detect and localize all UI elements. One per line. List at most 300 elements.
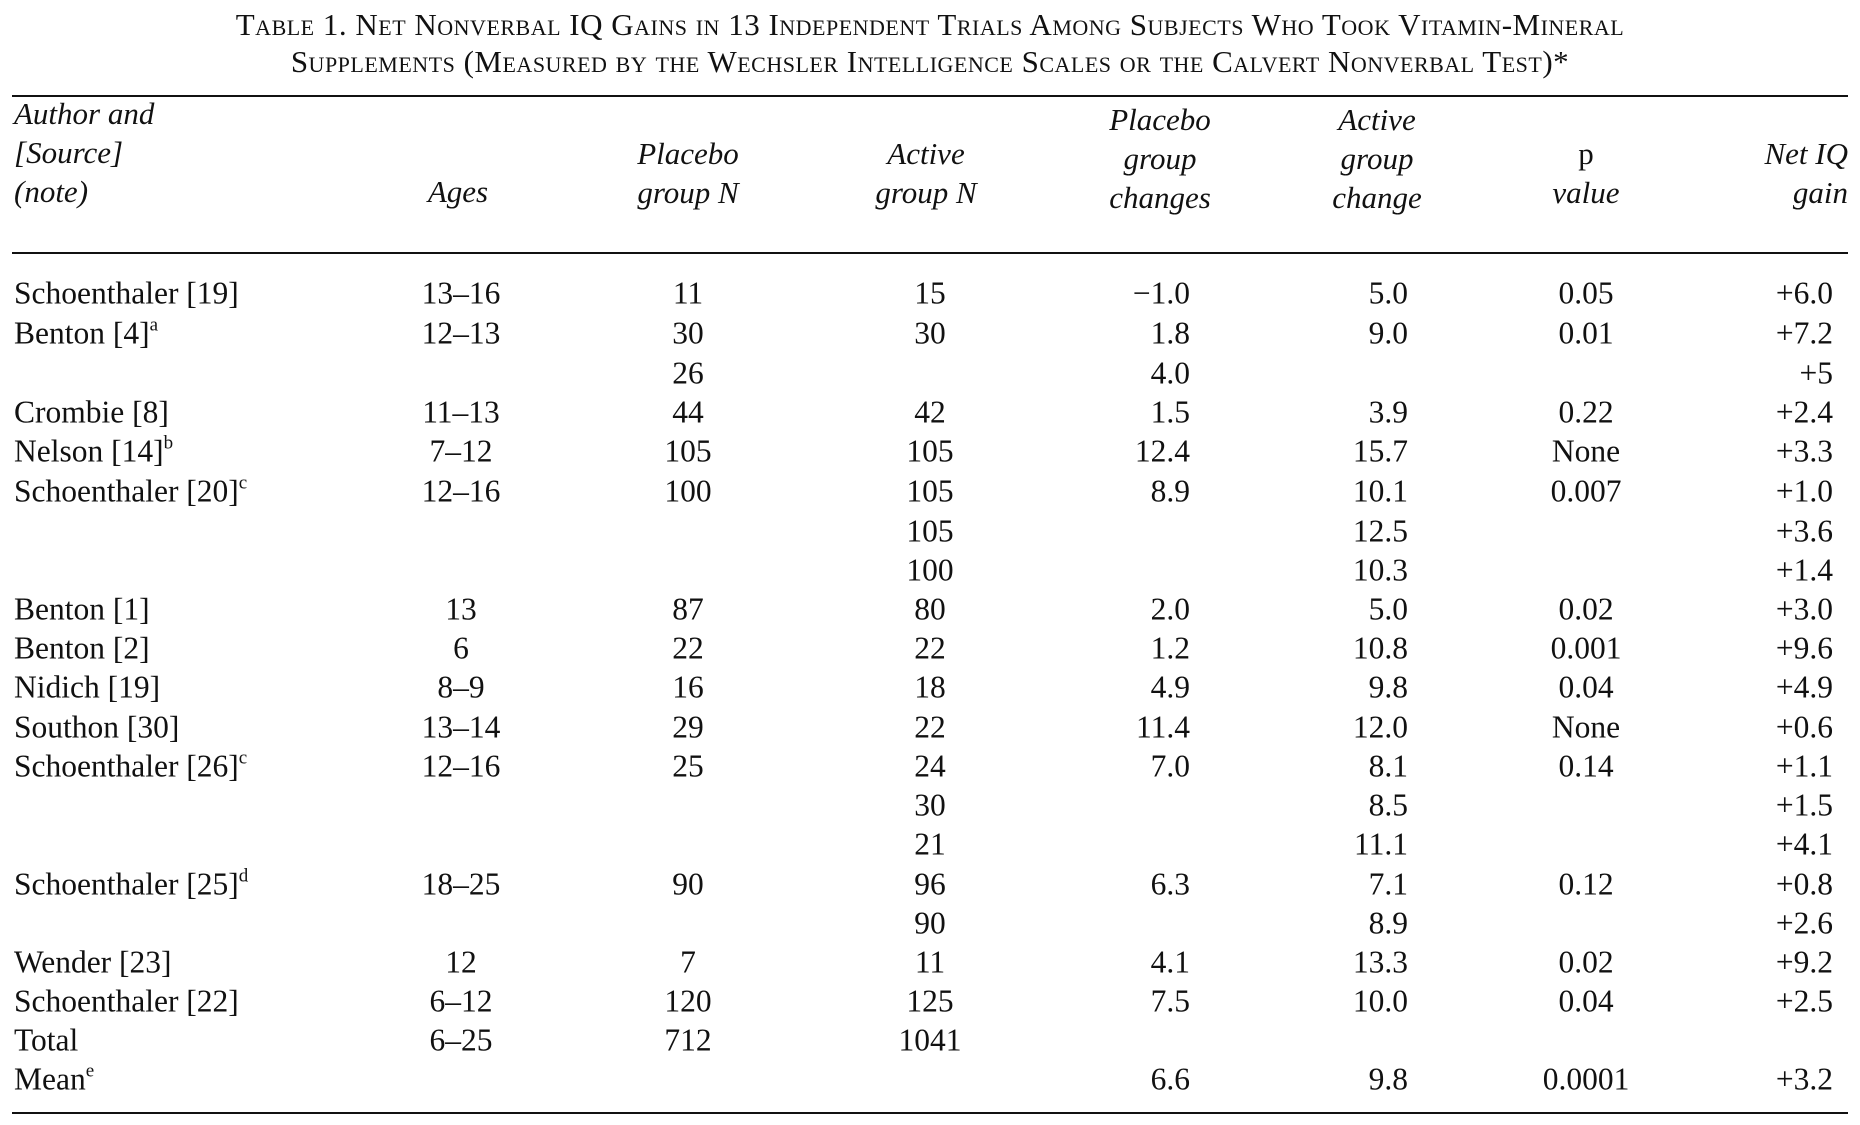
cell-placebo-change (1151, 354, 1190, 393)
cell-text: 6.3 (1150, 866, 1190, 902)
cell-text: Benton [2] (14, 630, 150, 666)
cell-ages (430, 432, 493, 471)
header-author-line: Author and (14, 96, 155, 131)
cell-placebo-n (673, 274, 703, 313)
cell-net (1776, 590, 1833, 629)
footnote-marker: c (238, 472, 248, 493)
cell-author (14, 943, 172, 982)
cell-text: 80 (914, 591, 946, 627)
cell-author (14, 472, 247, 511)
cell-text: 0.22 (1558, 394, 1614, 430)
cell-text: +0.8 (1775, 866, 1833, 902)
footnote-marker: c (238, 747, 248, 768)
cell-text: 0.04 (1558, 983, 1614, 1019)
cell-p (1543, 1060, 1630, 1099)
cell-active-change (1353, 943, 1408, 982)
cell-placebo-n (672, 393, 704, 432)
cell-placebo-n (672, 314, 704, 353)
cell-text: 7.1 (1368, 866, 1408, 902)
header-net-iq-gain-line: gain (1792, 175, 1848, 210)
cell-author (14, 982, 239, 1021)
cell-p (1552, 708, 1620, 747)
cell-text: 0.12 (1558, 866, 1614, 902)
cell-text: 29 (672, 709, 704, 745)
header-p-value-line: value (1552, 175, 1620, 210)
cell-placebo-n (664, 432, 711, 471)
cell-text: 6–25 (429, 1022, 493, 1058)
cell-text: 13 (445, 591, 477, 627)
header-p-value (1526, 134, 1646, 212)
cell-placebo-n (672, 747, 704, 786)
cell-active-change (1353, 629, 1408, 668)
cell-author (14, 274, 239, 313)
cell-text: +3.0 (1775, 591, 1833, 627)
cell-active-n (906, 551, 953, 590)
cell-placebo-n (664, 982, 711, 1021)
cell-p (1558, 274, 1613, 313)
cell-ages (422, 274, 501, 313)
cell-text: 30 (914, 787, 946, 823)
cell-placebo-change (1151, 668, 1190, 707)
cell-p (1552, 432, 1620, 471)
cell-author (14, 708, 179, 747)
cell-p (1558, 393, 1613, 432)
footnote-marker: b (163, 432, 174, 453)
cell-active-change (1353, 472, 1408, 511)
cell-ages (422, 747, 501, 786)
footnote-marker: e (85, 1060, 95, 1081)
header-net-iq-gain-line: Net IQ (1764, 136, 1848, 171)
cell-active-n (914, 708, 946, 747)
cell-text: +9.2 (1775, 944, 1833, 980)
cell-text: 2.0 (1150, 591, 1190, 627)
cell-active-change (1369, 904, 1408, 943)
cell-placebo-n (672, 865, 704, 904)
cell-net (1776, 786, 1833, 825)
cell-author (14, 432, 173, 471)
cell-author (14, 865, 248, 904)
cell-text: +4.9 (1775, 669, 1833, 705)
cell-placebo-change (1133, 274, 1190, 313)
header-placebo-n-line: group N (637, 175, 739, 210)
cell-active-change (1369, 314, 1408, 353)
cell-text: None (1551, 433, 1621, 469)
cell-text: 1.5 (1150, 394, 1190, 430)
cell-placebo-n (680, 943, 696, 982)
cell-text: 120 (664, 983, 712, 1019)
cell-text: Wender [23] (14, 944, 172, 980)
header-rule (12, 252, 1848, 254)
cell-text: 13–14 (421, 709, 501, 745)
header-placebo-change (1070, 100, 1250, 217)
cell-text: 30 (672, 315, 704, 351)
cell-placebo-change (1151, 590, 1190, 629)
cell-active-n (914, 825, 946, 864)
cell-active-n (914, 314, 946, 353)
header-net-iq-gain (1700, 134, 1848, 212)
cell-net (1776, 551, 1833, 590)
cell-net (1776, 1060, 1833, 1099)
header-placebo-n-line: Placebo (637, 136, 739, 171)
cell-text: 12–13 (421, 315, 501, 351)
cell-text: 13–16 (421, 275, 501, 311)
cell-text: 5.0 (1368, 275, 1408, 311)
cell-p (1558, 314, 1613, 353)
cell-placebo-n (672, 590, 704, 629)
cell-active-change (1353, 982, 1408, 1021)
cell-placebo-n (672, 668, 704, 707)
cell-text: Benton [1] (14, 591, 150, 627)
cell-net (1776, 865, 1833, 904)
cell-placebo-change (1151, 1060, 1190, 1099)
cell-text: 100 (906, 552, 954, 588)
cell-p (1551, 629, 1622, 668)
cell-text: 105 (906, 513, 954, 549)
cell-text: 105 (664, 433, 712, 469)
header-active-n-line: Active (887, 136, 965, 171)
cell-net (1776, 512, 1833, 551)
header-author (14, 94, 154, 211)
cell-p (1558, 982, 1613, 1021)
cell-text: +1.4 (1775, 552, 1833, 588)
cell-text: 8–9 (437, 669, 485, 705)
cell-placebo-n (664, 472, 711, 511)
cell-text: 13.3 (1352, 944, 1408, 980)
cell-text: 0.14 (1558, 748, 1614, 784)
cell-placebo-change (1151, 314, 1190, 353)
cell-active-n (914, 590, 946, 629)
header-active-n (836, 134, 1016, 212)
cell-ages (430, 1021, 493, 1060)
cell-text: 12–16 (421, 748, 501, 784)
cell-text: 96 (914, 866, 946, 902)
cell-text: 26 (672, 355, 704, 391)
cell-text: 4.0 (1150, 355, 1190, 391)
cell-text: +3.3 (1775, 433, 1833, 469)
cell-active-n (915, 943, 945, 982)
cell-text: 21 (914, 826, 946, 862)
cell-text: 3.9 (1368, 394, 1408, 430)
cell-active-n (914, 865, 946, 904)
cell-text: +6.0 (1775, 275, 1833, 311)
cell-placebo-n (664, 1021, 711, 1060)
cell-net (1776, 274, 1833, 313)
header-active-change-line: change (1332, 180, 1422, 215)
cell-text: 7.5 (1150, 983, 1190, 1019)
cell-text: 10.1 (1352, 473, 1408, 509)
header-placebo-change-line: Placebo (1109, 102, 1211, 137)
cell-placebo-n (672, 629, 704, 668)
cell-p (1558, 943, 1613, 982)
cell-text: 105 (906, 433, 954, 469)
cell-text: +1.0 (1775, 473, 1833, 509)
cell-text: 0.02 (1558, 944, 1614, 980)
cell-text: 4.1 (1150, 944, 1190, 980)
cell-text: 712 (664, 1022, 712, 1058)
cell-active-change (1369, 274, 1408, 313)
cell-net (1776, 472, 1833, 511)
cell-text: 18 (914, 669, 946, 705)
cell-active-n (914, 629, 946, 668)
cell-text: +3.6 (1775, 513, 1833, 549)
cell-text: Schoenthaler [25] (14, 866, 239, 902)
cell-author (14, 668, 160, 707)
cell-net (1776, 314, 1833, 353)
header-p-value-line: p (1578, 136, 1594, 171)
cell-active-n (906, 982, 953, 1021)
cell-text: 12–16 (421, 473, 501, 509)
cell-active-change (1353, 512, 1408, 551)
cell-text: 16 (672, 669, 704, 705)
top-rule (12, 95, 1848, 97)
cell-active-change (1353, 708, 1408, 747)
cell-text: 1041 (898, 1022, 962, 1058)
cell-text: 10.3 (1352, 552, 1408, 588)
cell-text: Schoenthaler [22] (14, 983, 239, 1019)
cell-placebo-change (1151, 982, 1190, 1021)
cell-placebo-n (672, 708, 704, 747)
cell-text: 9.8 (1368, 1061, 1408, 1097)
cell-active-change (1369, 865, 1408, 904)
cell-p (1558, 590, 1613, 629)
cell-text: +4.1 (1775, 826, 1833, 862)
cell-text: 22 (672, 630, 704, 666)
cell-active-n (906, 432, 953, 471)
cell-text: Schoenthaler [26] (14, 748, 239, 784)
cell-p (1551, 472, 1622, 511)
cell-active-change (1369, 786, 1408, 825)
cell-text: Nidich [19] (14, 669, 161, 705)
header-placebo-change-line: changes (1109, 180, 1211, 215)
header-ages (408, 172, 508, 211)
cell-text: 0.04 (1558, 669, 1614, 705)
cell-text: 0.0001 (1542, 1061, 1630, 1097)
cell-active-change (1369, 590, 1408, 629)
cell-ages (445, 590, 477, 629)
cell-active-n (906, 472, 953, 511)
cell-text: −1.0 (1132, 275, 1190, 311)
cell-text: 12.4 (1134, 433, 1190, 469)
cell-net (1776, 825, 1833, 864)
cell-placebo-change (1135, 432, 1190, 471)
cell-text: Mean (14, 1061, 86, 1097)
cell-active-change (1369, 1060, 1408, 1099)
cell-active-n (914, 668, 946, 707)
cell-net (1776, 747, 1833, 786)
cell-text: 10.0 (1352, 983, 1408, 1019)
cell-text: 1.8 (1150, 315, 1190, 351)
cell-active-change (1354, 825, 1408, 864)
cell-text: 8.9 (1150, 473, 1190, 509)
cell-text: 10.8 (1352, 630, 1408, 666)
cell-placebo-change (1151, 629, 1190, 668)
cell-author (14, 590, 150, 629)
cell-text: 0.007 (1550, 473, 1622, 509)
cell-text: 0.01 (1558, 315, 1614, 351)
cell-text: 22 (914, 630, 946, 666)
caption-line-1: Table 1. Net Nonverbal IQ Gains in 13 Independent Trials Among Subjects Who Took Vitamin-Mineral (235, 7, 1625, 42)
cell-author (14, 747, 247, 786)
cell-text: 11 (914, 944, 946, 980)
cell-ages (422, 393, 500, 432)
cell-active-n (914, 747, 946, 786)
header-placebo-n (598, 134, 778, 212)
cell-ages (453, 629, 469, 668)
footnote-marker: d (238, 865, 249, 886)
cell-text: 4.9 (1150, 669, 1190, 705)
cell-ages (422, 314, 501, 353)
cell-text: 0.001 (1550, 630, 1622, 666)
cell-text: 6–12 (429, 983, 493, 1019)
cell-placebo-change (1151, 865, 1190, 904)
caption-line-2: Supplements (Measured by the Wechsler Intelligence Scales or the Calvert Nonverbal Test)* (290, 44, 1570, 79)
cell-net (1776, 432, 1833, 471)
cell-text: Schoenthaler [20] (14, 473, 239, 509)
header-placebo-change-line: group (1123, 141, 1197, 176)
cell-active-change (1369, 393, 1408, 432)
cell-text: 9.8 (1368, 669, 1408, 705)
cell-text: 125 (906, 983, 954, 1019)
cell-text: +5 (1799, 355, 1833, 391)
cell-text: 11–13 (422, 394, 500, 430)
cell-ages (430, 982, 493, 1021)
cell-text: Crombie [8] (14, 394, 169, 430)
footnote-marker: a (149, 314, 159, 335)
cell-author (14, 314, 158, 353)
header-active-n-line: group N (875, 175, 977, 210)
cell-placebo-change (1151, 747, 1190, 786)
cell-text: 6 (453, 630, 469, 666)
cell-text: 42 (914, 394, 946, 430)
cell-text: 7.0 (1150, 748, 1190, 784)
cell-text: 0.05 (1558, 275, 1614, 311)
cell-text: 30 (914, 315, 946, 351)
cell-net (1776, 393, 1833, 432)
cell-text: +7.2 (1775, 315, 1833, 351)
cell-text: 8.1 (1368, 748, 1408, 784)
cell-ages (422, 472, 501, 511)
cell-text: Benton [4] (14, 315, 150, 351)
cell-text: 11.1 (1354, 826, 1408, 862)
cell-text: 0.02 (1558, 591, 1614, 627)
cell-author (14, 393, 169, 432)
cell-placebo-change (1151, 472, 1190, 511)
header-author-line: (note) (14, 174, 89, 209)
cell-net (1799, 354, 1833, 393)
cell-text: +3.2 (1775, 1061, 1833, 1097)
cell-text: 87 (672, 591, 704, 627)
cell-text: 105 (906, 473, 954, 509)
cell-active-n (914, 786, 946, 825)
cell-active-n (914, 393, 946, 432)
cell-active-n (899, 1021, 962, 1060)
cell-text: Nelson [14] (14, 433, 164, 469)
header-active-change-line: Active (1338, 102, 1416, 137)
cell-text: 5.0 (1368, 591, 1408, 627)
cell-placebo-change (1151, 943, 1190, 982)
cell-text: 25 (672, 748, 704, 784)
cell-text: 100 (664, 473, 712, 509)
cell-placebo-n (672, 354, 704, 393)
cell-author (14, 1060, 94, 1099)
cell-active-change (1369, 668, 1408, 707)
table-caption (0, 6, 1860, 80)
cell-text: 11.4 (1136, 709, 1190, 745)
cell-placebo-change (1136, 708, 1190, 747)
cell-ages (437, 668, 484, 707)
cell-text: 7–12 (429, 433, 493, 469)
cell-net (1776, 904, 1833, 943)
header-ages-line: Ages (427, 174, 489, 209)
cell-text: None (1551, 709, 1621, 745)
cell-text: Southon [30] (14, 709, 180, 745)
cell-text: 12.0 (1352, 709, 1408, 745)
cell-text: 6.6 (1150, 1061, 1190, 1097)
cell-active-change (1353, 551, 1408, 590)
cell-p (1558, 747, 1613, 786)
cell-text: 8.9 (1368, 905, 1408, 941)
cell-text: +0.6 (1775, 709, 1833, 745)
cell-text: 7 (680, 944, 696, 980)
cell-net (1776, 629, 1833, 668)
cell-ages (445, 943, 477, 982)
cell-text: 1.2 (1150, 630, 1190, 666)
cell-placebo-change (1151, 393, 1190, 432)
cell-p (1558, 865, 1613, 904)
header-active-change (1292, 100, 1462, 217)
cell-active-n (914, 904, 946, 943)
cell-net (1776, 943, 1833, 982)
cell-text: 9.0 (1368, 315, 1408, 351)
cell-text: 15.7 (1352, 433, 1408, 469)
cell-active-n (906, 512, 953, 551)
bottom-rule (12, 1112, 1848, 1114)
cell-text: 90 (914, 905, 946, 941)
cell-author (14, 629, 150, 668)
header-active-change-line: group (1340, 141, 1414, 176)
cell-text: +2.6 (1775, 905, 1833, 941)
cell-text: 18–25 (421, 866, 501, 902)
cell-active-change (1369, 747, 1408, 786)
cell-text: 15 (914, 275, 946, 311)
cell-text: 24 (914, 748, 946, 784)
cell-active-change (1353, 432, 1408, 471)
cell-author (14, 1021, 78, 1060)
cell-text: +9.6 (1775, 630, 1833, 666)
cell-text: 12 (445, 944, 477, 980)
cell-net (1776, 982, 1833, 1021)
cell-text: 90 (672, 866, 704, 902)
cell-text: +2.5 (1775, 983, 1833, 1019)
cell-net (1776, 708, 1833, 747)
cell-ages (422, 708, 501, 747)
cell-p (1558, 668, 1613, 707)
cell-text: 8.5 (1368, 787, 1408, 823)
cell-text: Schoenthaler [19] (14, 275, 239, 311)
cell-text: +2.4 (1775, 394, 1833, 430)
cell-text: 12.5 (1352, 513, 1408, 549)
cell-text: Total (14, 1022, 79, 1058)
cell-active-n (914, 274, 946, 313)
cell-text: 11 (672, 275, 704, 311)
cell-text: 44 (672, 394, 704, 430)
cell-ages (422, 865, 501, 904)
cell-text: 22 (914, 709, 946, 745)
cell-net (1776, 668, 1833, 707)
header-author-line: [Source] (14, 135, 124, 170)
cell-text: +1.5 (1775, 787, 1833, 823)
cell-text: +1.1 (1775, 748, 1833, 784)
